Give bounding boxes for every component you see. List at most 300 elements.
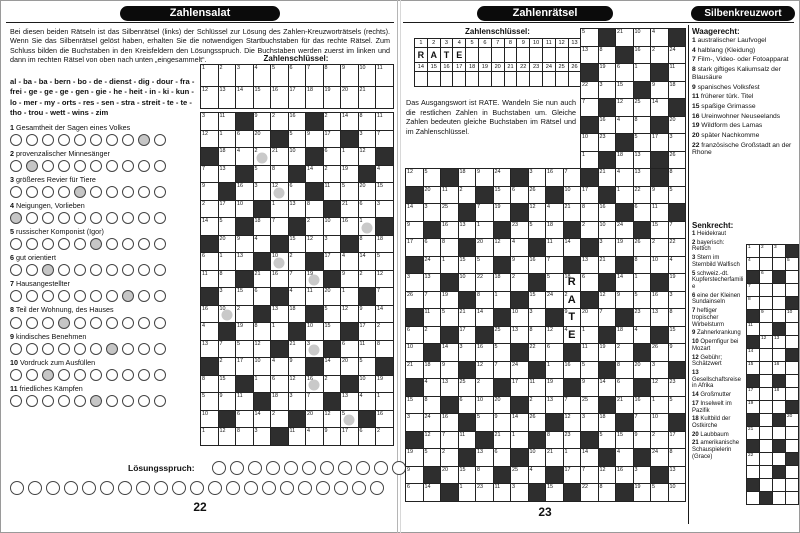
grid-cell-black [289,218,307,236]
key-number: 21 [507,64,514,70]
cell-number: 5 [442,309,445,315]
cell-number: 18 [459,169,466,175]
cell-number: 1 [634,64,638,70]
clue-number: 11 [10,383,18,393]
answer-circle [106,369,118,381]
cell-number: 3 [634,466,638,473]
grid-cell [529,397,547,415]
cell-number: 20 [342,358,348,364]
cell-number: 11 [494,484,501,490]
grid-cell [581,327,599,345]
answer-circle [122,238,134,250]
grid-cell [669,222,687,240]
cell-number: 5 [547,274,550,280]
grid-cell [651,134,669,152]
grid-cell [511,414,529,432]
answer-circle [10,186,22,198]
grid-cell-black [546,414,564,432]
grid-cell-black [406,309,424,327]
solution-circle [370,481,384,495]
cell-number: 6 [359,428,363,434]
cell-number: 8 [529,326,533,333]
grid-cell [747,427,760,440]
answer-circle [74,290,86,302]
grid-cell [511,484,529,502]
key-cell [341,65,359,87]
cell-number: 24 [424,256,431,263]
grid-cell [760,349,773,362]
cell-number: 11 [219,113,226,119]
cell-number: 17 [582,186,588,193]
key-number: 5 [272,65,275,71]
answer-circle [122,264,134,276]
cell-number: 21 [617,396,623,403]
grid-cell [773,427,786,440]
cell-number: 2 [477,379,480,385]
cell-number: 1 [494,291,498,298]
grid-cell [669,47,687,65]
cell-number: 21 [748,427,754,432]
grid-cell [254,113,272,131]
grid-cell [564,414,582,432]
grid-cell-black [271,428,289,446]
grid-cell [459,467,477,485]
grid-cell [254,411,272,429]
grid-cell [271,376,289,394]
cell-number: 14 [324,358,331,364]
grid-cell [359,113,377,131]
cell-number: 5 [477,256,480,263]
grid-cell-black [786,349,799,362]
cell-number: 15 [237,288,243,294]
grid-cell-black [564,222,582,240]
cell-number: 13 [272,305,278,312]
answer-circle [26,134,38,146]
grid-cell [476,257,494,275]
grid-cell-black [324,201,342,219]
clue-number: 7 [692,56,696,64]
clue-number: 4 [692,46,696,54]
cell-number: 7 [307,393,310,399]
grid-cell-black [459,204,477,222]
grid-cell-black [599,449,617,467]
grid-cell [494,344,512,362]
grid-cell [219,253,237,271]
grid-cell [651,239,669,257]
grid-cell-black [271,288,289,306]
key-cell [376,65,394,87]
grid-cell [406,222,424,240]
grid-cell [511,327,529,345]
grid-cell [669,82,687,100]
cell-number: 2 [424,326,428,333]
key-letter [492,72,504,86]
grid-cell [773,492,786,505]
answer-circle [42,134,54,146]
key-letter-cell [453,72,466,87]
clue-number: 17 [692,400,699,407]
grid-cell [564,187,582,205]
grid-cell [289,376,307,394]
cell-number: 19 [634,484,641,490]
grid-cell [773,401,786,414]
clue-item: 15 spaßige Grimasse [692,102,756,110]
grid-cell [669,327,687,345]
grid-cell [406,449,424,467]
cell-number: 13 [582,256,588,263]
cell-number: 6 [512,186,515,193]
grid-cell [476,239,494,257]
zahlensalat-title: Zahlensalat [120,6,280,21]
grid-cell-black [529,239,547,257]
key-number: 13 [219,87,226,93]
grid-cell [424,449,442,467]
cell-number: 23 [512,221,518,228]
cell-number: 9 [617,291,620,298]
grid-cell [359,218,377,236]
grid-cell-black [424,467,442,485]
solution-circle [212,461,226,475]
grid-cell [324,183,342,201]
answer-circle [154,238,166,250]
cell-number: 13 [459,221,466,228]
grid-cell [359,253,377,271]
answer-circle [58,212,70,224]
grid-cell-black [306,113,324,131]
cell-number: 5 [324,305,328,312]
key-letter: T [443,50,450,60]
grid-cell-black [494,257,512,275]
grid-cell [546,239,564,257]
grid-cell [219,306,237,324]
grid-cell [324,218,342,236]
grid-cell-black [564,344,582,362]
cell-number: 11 [547,239,553,245]
grid-cell-black [459,239,477,257]
grid-cell [236,253,254,271]
key-number: 11 [545,40,552,46]
cell-number: 4 [254,235,258,242]
key-number: 14 [417,64,425,70]
cell-number: 8 [272,165,275,172]
grid-cell [424,327,442,345]
grid-cell [219,358,237,376]
clue-item [10,150,198,173]
cell-number: 13 [202,340,208,347]
cell-number: 4 [547,204,550,210]
cell-number: 2 [272,410,275,417]
grid-cell [376,428,394,446]
grid-cell-black [546,187,564,205]
key-letter [556,72,568,86]
cell-number: 14 [442,344,448,350]
grid-cell [236,201,254,219]
cell-number: 14 [652,99,658,105]
cell-number: 5 [582,361,585,368]
grid-cell-black [616,309,634,327]
answer-circle [58,160,70,172]
key-letter [466,72,478,86]
cell-number: 1 [377,393,380,399]
grid-cell [289,201,307,219]
key-number-cell [428,39,441,48]
answer-circle [26,369,38,381]
solution-circle-cell [361,222,372,233]
grid-cell [424,257,442,275]
grid-cell [599,257,617,275]
grid-cell [616,467,634,485]
grid-cell [651,432,669,450]
solution-circle [154,481,168,495]
grid-cell [599,169,617,187]
cell-number: 12 [547,326,553,333]
cell-number: 10 [652,256,658,263]
cell-number: 6 [617,379,620,385]
grid-cell [599,379,617,397]
cell-number: 14 [342,113,348,119]
grid-cell-black [406,257,424,275]
grid-cell [476,362,494,380]
answer-circle [122,186,134,198]
cell-number: 21 [599,256,606,263]
clue-item: 3 Stern im Sternbild Walfisch [692,255,740,268]
grid-cell [406,274,424,292]
cell-number: 2 [254,148,258,154]
grid-cell [459,379,477,397]
cell-number: 17 [324,253,331,259]
cell-number: 19 [407,449,413,455]
grid-cell [476,484,494,502]
cell-number: 12 [202,130,208,137]
solution-circle-cell [256,152,267,163]
cell-number: 6 [424,239,428,245]
key-number: 11 [377,65,383,71]
answer-circle-row [10,186,198,199]
solution-circle [320,461,334,475]
answer-circle [138,290,150,302]
grid-cell [271,253,289,271]
cell-number: 1 [748,245,751,250]
clue-item [10,333,198,356]
grid-cell [599,414,617,432]
key-number: 24 [545,64,552,70]
grid-cell-black [254,393,272,411]
key-cell [254,87,272,109]
cell-number: 11 [289,428,296,434]
clue-number: 1 [692,37,696,44]
grid-cell-black [786,245,799,258]
cell-number: 9 [564,309,568,315]
grid-cell [306,236,324,254]
grid-cell [441,467,459,485]
grid-cell-black [634,222,652,240]
cell-number: 15 [547,484,553,490]
clue-text: 6 gut orientiert [10,253,56,263]
right-page-number: 23 [538,505,552,519]
key-letter-cell [415,48,428,63]
grid-cell [201,341,219,359]
cell-number: 5 [424,169,428,175]
key-cell [289,87,307,109]
cell-number: 12 [529,204,536,210]
grid-cell-black [341,131,359,149]
clue-item: 10 Opernfigur bei Mozart [692,339,739,352]
clue-item [10,280,198,303]
cell-number: 4 [617,169,620,175]
cell-number: 15 [652,221,658,228]
grid-cell [406,344,424,362]
answer-circle [74,343,86,355]
cell-number: 6 [237,410,240,417]
cell-number: 8 [634,116,638,123]
grid-cell [651,379,669,397]
grid-cell [581,187,599,205]
grid-cell [773,297,786,310]
answer-circle [10,395,22,407]
grid-cell-black [616,484,634,502]
grid-cell [747,466,760,479]
grid-cell [786,323,799,336]
key-letter [441,72,453,86]
answer-circle [90,160,102,172]
cell-number: 4 [202,323,205,329]
cell-number: 16 [307,375,313,382]
key-number: 25 [558,64,565,70]
cell-number: 13 [669,466,676,473]
clue-number: 20 [692,132,700,140]
grid-cell-black [511,169,529,187]
cell-number: 9 [512,256,515,263]
right-key-label: Zahlenschlüssel: [465,27,530,36]
key-cell [289,65,307,87]
left-header-rule [6,22,394,23]
grid-cell-black [306,358,324,376]
clue-text: 2 provenzalischer Minnesänger [10,149,110,159]
cell-number: 11 [359,340,366,347]
cell-number: 26 [407,291,413,298]
answer-circle-highlighted [26,160,38,172]
grid-cell-black [341,323,359,341]
grid-cell [424,379,442,397]
cell-number: 4 [237,148,240,154]
answer-circle [106,317,118,329]
clue-number: 2 [10,149,14,159]
grid-cell [634,29,652,47]
grid-cell-black [494,467,512,485]
key-number: 18 [468,64,476,70]
solution-circle [266,461,280,475]
grid-cell [786,310,799,323]
cell-number: 1 [219,130,223,137]
grid-cell [441,379,459,397]
key-letter-cell [556,48,569,63]
grid-cell [634,99,652,117]
clue-number: 9 [10,331,14,341]
cell-number: 19 [307,270,313,277]
zahlensalat-grid [200,112,394,446]
cell-number: 3 [459,344,463,350]
key-cell [201,87,219,109]
grid-cell [271,183,289,201]
cell-number: 26 [669,151,676,158]
cell-number: 14 [582,449,588,455]
answer-circle-highlighted [74,186,86,198]
grid-cell-black [324,341,342,359]
grid-cell [441,432,459,450]
grid-cell-black [236,218,254,236]
grid-cell-black [359,166,377,184]
cell-number: 21 [289,340,296,347]
cell-number: 10 [407,344,413,350]
key-letter [569,48,581,62]
cell-number: 9 [494,414,498,420]
cell-number: 7 [547,256,550,263]
grid-cell [747,323,760,336]
grid-cell [786,427,799,440]
cell-number: 7 [272,218,275,224]
column-divider [688,25,689,524]
cell-number: 17 [407,239,413,245]
grid-cell [546,484,564,502]
cell-number: 10 [787,310,793,315]
grid-cell [529,449,547,467]
grid-cell [254,166,272,184]
cell-number: 5 [669,186,673,193]
key-letter [556,48,568,62]
cell-number: 4 [652,29,655,35]
grid-cell [634,239,652,257]
cell-number: 15 [219,375,226,382]
clue-text: 1 Gesamtheit der Sagen eines Volkes [10,123,131,132]
grid-cell [529,187,547,205]
grid-cell [459,432,477,450]
grid-cell [651,344,669,362]
key-number: 9 [521,40,525,46]
cell-number: 11 [442,186,448,193]
clue-number: 19 [692,122,700,130]
cell-number: 13 [512,326,518,333]
grid-cell [669,64,687,82]
key-number-cell [492,39,505,48]
grid-cell-black [201,288,219,306]
clue-item [10,254,198,277]
answer-circle [154,290,166,302]
key-number-cell [556,63,569,72]
solution-circle [262,481,276,495]
key-cell [219,87,237,109]
clue-item: 4 halblang (Kleidung) [692,46,756,54]
grid-cell [634,47,652,65]
left-key-label: Zahlenschlüssel: [263,54,329,63]
grid-cell [651,99,669,117]
grid-cell [616,29,634,47]
cell-number: 1 [582,151,585,158]
grid-cell [201,393,219,411]
grid-cell [376,166,394,184]
cell-number: 22 [634,186,641,193]
answer-circle [26,238,38,250]
cell-number: 22 [477,274,483,280]
solution-circle [172,481,186,495]
cell-number: 16 [652,291,658,298]
across-clue-list [692,37,796,159]
grid-cell [564,467,582,485]
grid-cell [441,362,459,380]
cell-number: 10 [634,29,641,35]
key-letter: E [456,50,463,60]
grid-cell [459,397,477,415]
cell-number: 18 [272,393,278,399]
